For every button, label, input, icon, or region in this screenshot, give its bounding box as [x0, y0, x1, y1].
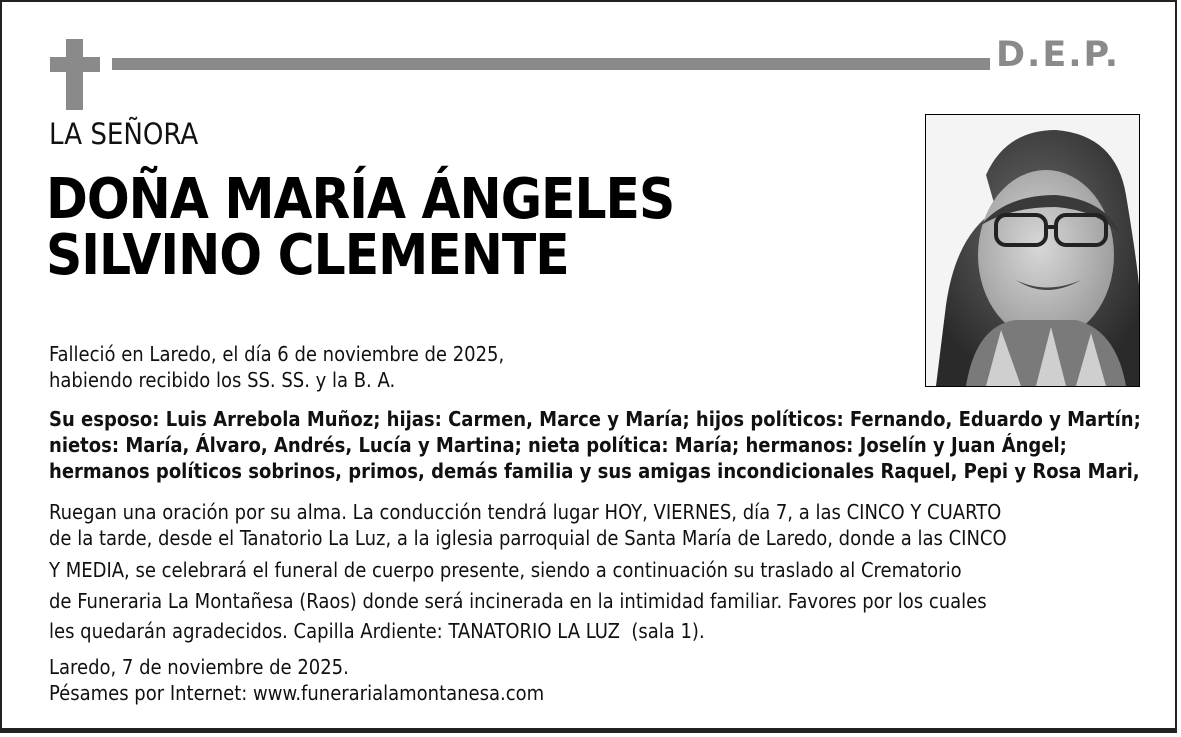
ceremony-line: Y MEDIA, se celebrará el funeral de cuerpo presente, siendo a continuación su traslado al Crematorio [49, 558, 962, 582]
family-line: hermanos políticos sobrinos, primos, demás familia y sus amigas incondicionales Raquel, Pepi y Rosa Mari, [49, 459, 1140, 483]
cross-icon-bar [50, 57, 100, 72]
deceased-name-line2: SILVINO CLEMENTE [46, 223, 569, 288]
ceremony-line: de la tarde, desde el Tanatorio La Luz, a la iglesia parroquial de Santa María de Laredo, donde a las CINCO [49, 526, 1007, 550]
deceased-name-line1: DOÑA MARÍA ÁNGELES [46, 167, 675, 232]
portrait-photo [925, 114, 1140, 387]
ceremony-line: de Funeraria La Montañesa (Raos) donde será incinerada en la intimidad familiar. Favores por los cuales [49, 589, 987, 613]
condolences-url: Pésames por Internet: www.funerarialamontanesa.com [49, 681, 545, 705]
salutation: LA SEÑORA [49, 117, 199, 151]
family-line: Su esposo: Luis Arrebola Muñoz; hijas: Carmen, Marce y María; hijos políticos: Fernando, Eduardo y Martín; [49, 407, 1141, 431]
closing-date: Laredo, 7 de noviembre de 2025. [49, 655, 349, 679]
dep-heading: D.E.P. [996, 35, 1121, 75]
ceremony-line: Ruegan una oración por su alma. La conducción tendrá lugar HOY, VIERNES, día 7, a las CINCO Y CUARTO [49, 500, 1002, 524]
death-info-line: Falleció en Laredo, el día 6 de noviembre de 2025, [49, 342, 505, 366]
death-info-line: habiendo recibido los SS. SS. y la B. A. [49, 368, 396, 392]
portrait-image [926, 115, 1139, 386]
ceremony-line: les quedarán agradecidos. Capilla Ardiente: TANATORIO LA LUZ (sala 1). [49, 619, 705, 643]
header-rule [112, 58, 990, 70]
family-line: nietos: María, Álvaro, Andrés, Lucía y Martina; nieta política: María; hermanos: Joselín y Juan Ángel; [49, 433, 1067, 457]
cross-icon [66, 39, 83, 110]
